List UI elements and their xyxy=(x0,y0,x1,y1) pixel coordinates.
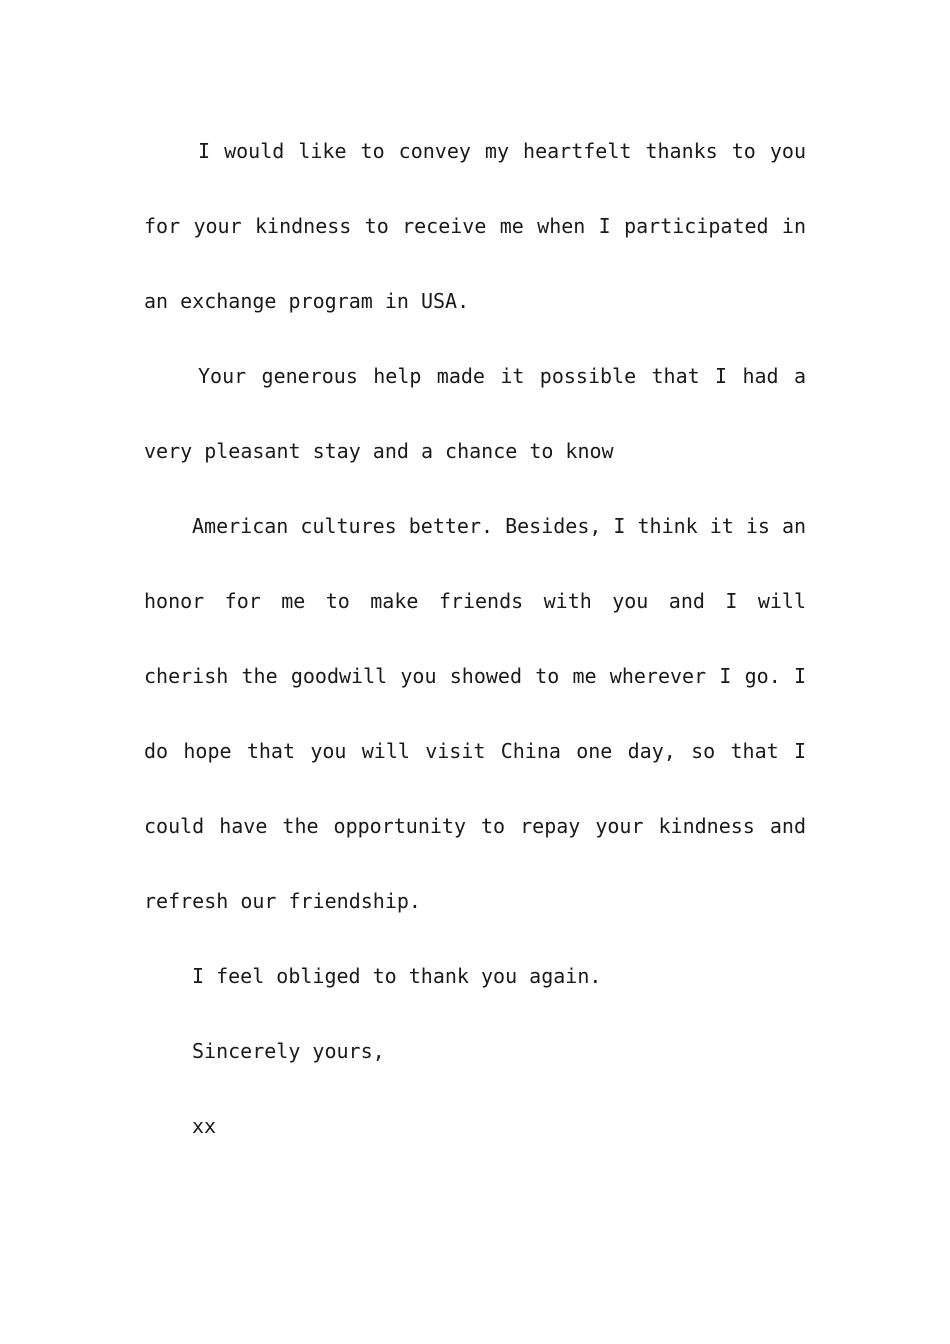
text-line: an exchange program in USA. xyxy=(144,289,470,313)
paragraph-friendship xyxy=(144,489,806,939)
closing-line: I feel obliged to thank you again. xyxy=(192,964,602,988)
text-line: cherish the goodwill you showed to me wherever I go. I xyxy=(144,664,806,688)
text-line: refresh our friendship. xyxy=(144,889,421,913)
text-line: I would like to convey my heartfelt thanks to you xyxy=(198,139,806,163)
text-line: American cultures better. Besides, I think it is an xyxy=(192,514,807,538)
text-line: do hope that you will visit China one day, so that I xyxy=(144,739,806,763)
text-line: Your generous help made it possible that I had a xyxy=(198,364,806,388)
text-line: could have the opportunity to repay your kindness and xyxy=(144,814,806,838)
signature: xx xyxy=(192,1114,217,1138)
text-line: very pleasant stay and a chance to know xyxy=(144,439,614,463)
sign-off: Sincerely yours, xyxy=(192,1039,385,1063)
paragraph-thanks xyxy=(144,114,806,339)
text-line: honor for me to make friends with you and I will xyxy=(144,589,806,613)
paragraph-help xyxy=(144,339,806,489)
text-line: for your kindness to receive me when I participated in xyxy=(144,214,806,238)
letter-body xyxy=(144,114,806,1164)
